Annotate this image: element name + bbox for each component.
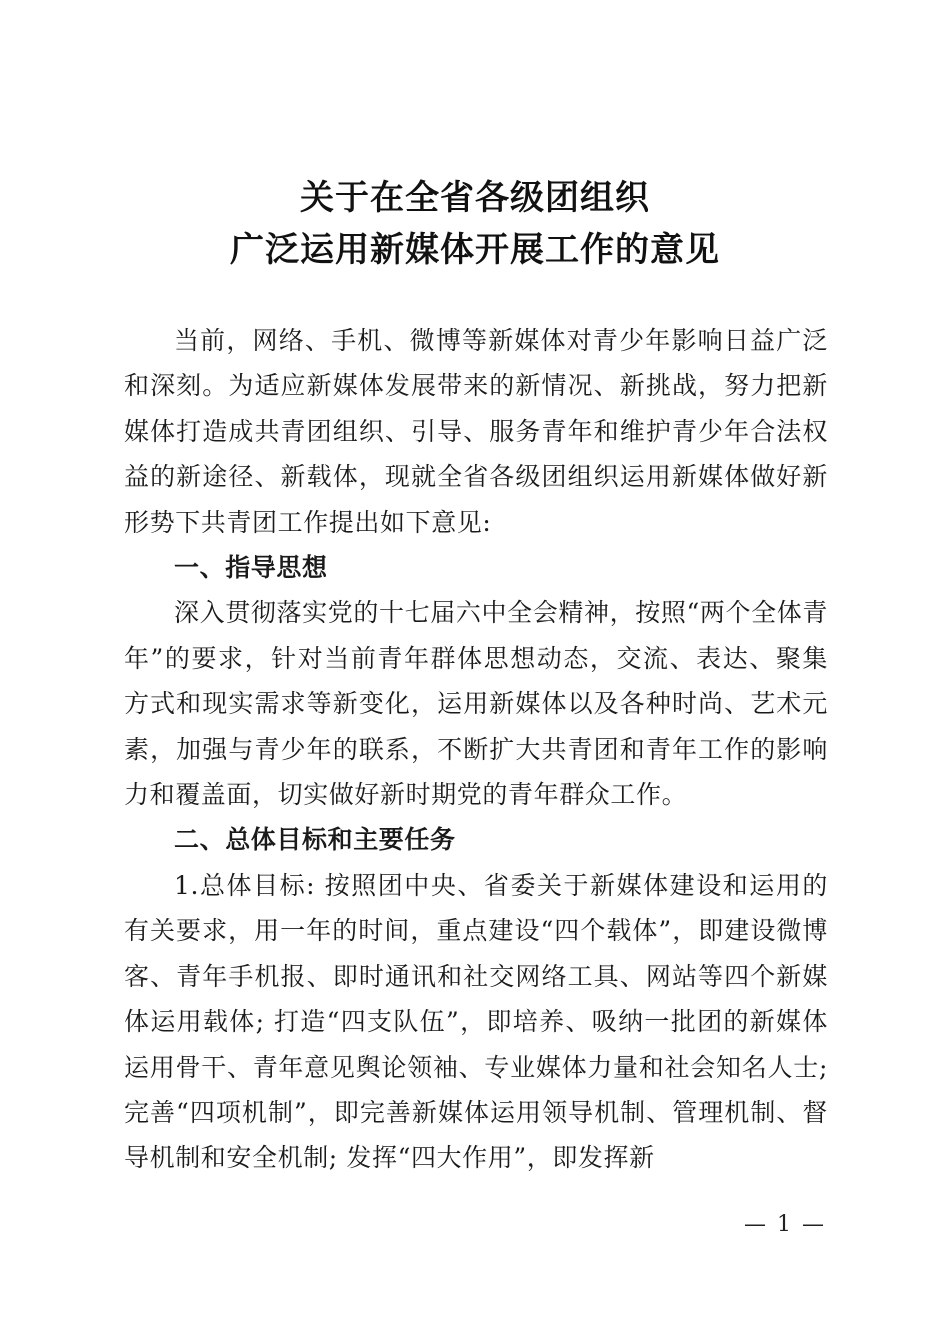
title-line-2: 广泛运用新媒体开展工作的意见 [230,230,720,270]
section-paragraph-goals-tasks: 1.总体目标: 按照团中央、省委关于新媒体建设和运用的有关要求，用一年的时间，重点建设“四个载体”，即建设微博客、青年手机报、即时通讯和社交网络工具、网站等四个新媒体运用载体; 打造“四支队伍”，即培养、吸纳一批团的新媒体运用骨干、青年意见舆论领袖、专业媒体力量和社会知名人士; 完善“四项机制”，即完善新媒体运用领导机制、管理机制、督导机制和安全机制; 发挥“四大作用”，即发挥新 [124,870,828,1173]
intro-paragraph: 当前，网络、手机、微博等新媒体对青少年影响日益广泛和深刻。为适应新媒体发展带来的新情况、新挑战，努力把新媒体打造成共青团组织、引导、服务青年和维护青少年合法权益的新途径、新载体，现就全省各级团组织运用新媒体做好新形势下共青团工作提出如下意见: [124,326,828,537]
title-line-1: 关于在全省各级团组织 [300,178,650,218]
section-heading-guiding-ideology: 一、指导思想 [174,553,328,583]
section-paragraph-guiding-ideology: 深入贯彻落实党的十七届六中全会精神，按照“两个全体青年”的要求，针对当前青年群体思想动态，交流、表达、聚集方式和现实需求等新变化，运用新媒体以及各种时尚、艺术元素，加强与青少年的联系，不断扩大共青团和青年工作的影响力和覆盖面，切实做好新时期党的青年群众工作。 [124,598,828,810]
document-title [0,172,950,276]
document-body [124,318,828,1181]
page-number: — 1 — [744,1212,826,1237]
section-heading-goals-tasks: 二、总体目标和主要任务 [174,825,456,855]
